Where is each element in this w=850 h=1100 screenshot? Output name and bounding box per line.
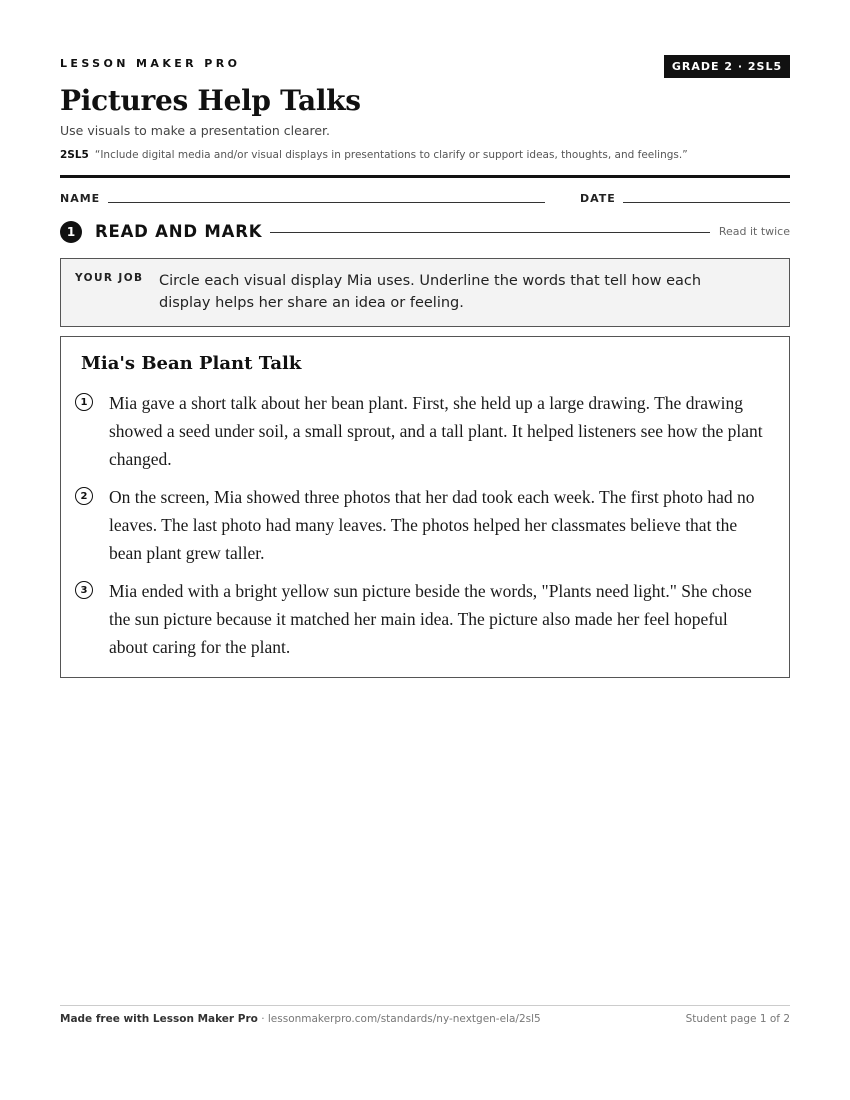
footer-separator: · — [257, 1013, 268, 1025]
footer-brand: Made free with Lesson Maker Pro — [60, 1013, 258, 1025]
page-number: Student page 1 of 2 — [685, 1013, 790, 1025]
worksheet-page — [60, 0, 790, 1100]
footer-credit — [60, 1013, 541, 1025]
paragraph-text: On the screen, Mia showed three photos that her dad took each week. The first photo had no leaves. The last photo had many leaves. The photos helped her classmates believe that the bean plant grew taller. — [109, 487, 755, 563]
section-number-badge: 1 — [60, 221, 82, 243]
paragraph-number-badge: 3 — [75, 581, 93, 599]
paragraph-number-badge: 1 — [75, 393, 93, 411]
instructions-label: YOUR JOB — [75, 272, 144, 284]
section-title: READ AND MARK — [95, 222, 263, 241]
standard-text: “Include digital media and/or visual displays in presentations to clarify or support ideas, thoughts, and feelings.” — [94, 149, 688, 161]
date-label: DATE — [580, 192, 616, 205]
page-title: Pictures Help Talks — [60, 84, 361, 117]
standard-line — [60, 149, 688, 161]
footer-url[interactable]: lessonmakerpro.com/standards/ny-nextgen-ela/2sl5 — [267, 1013, 541, 1025]
section-note: Read it twice — [718, 225, 790, 238]
instructions-box — [60, 258, 790, 327]
header-divider — [60, 175, 790, 178]
instructions-text: Circle each visual display Mia uses. Underline the words that tell how each display helps her share an idea or feeling. — [159, 273, 702, 311]
page-subtitle: Use visuals to make a presentation clearer. — [60, 123, 331, 138]
date-field[interactable] — [623, 202, 790, 203]
name-field[interactable] — [108, 202, 545, 203]
paragraph-text: Mia ended with a bright yellow sun picture beside the words, "Plants need light." She chose the sun picture because it matched her main idea. The picture also made her feel hopeful about caring for the plant. — [109, 581, 752, 657]
standard-code: 2SL5 — [60, 149, 89, 161]
paragraph-text: Mia gave a short talk about her bean plant. First, she held up a large drawing. The drawing showed a seed under soil, a small sprout, and a tall plant. It helped listeners see how the plant changed. — [109, 393, 763, 469]
grade-badge: GRADE 2 · 2SL5 — [664, 55, 790, 78]
footer-divider — [60, 1005, 790, 1006]
passage-title: Mia's Bean Plant Talk — [81, 353, 302, 374]
brand-name: LESSON MAKER PRO — [60, 57, 241, 70]
section-divider — [270, 232, 710, 233]
name-label: NAME — [60, 192, 101, 205]
paragraph-number-badge: 2 — [75, 487, 93, 505]
passage-box — [60, 336, 790, 678]
